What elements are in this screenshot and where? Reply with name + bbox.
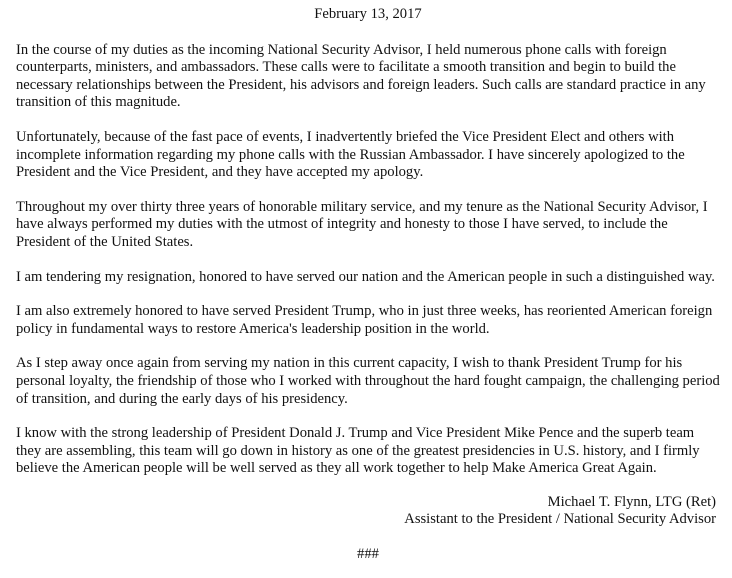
paragraph-closing-remarks: I know with the strong leadership of President Donald J. Trump and Vice President Mike Pence and the superb team they are assembling, this team will go down in history as one of the greatest presidencies in U.S. history, and I firmly believe the American people will be well served as they all work together to help Make America Great Again. — [16, 425, 700, 477]
paragraph-honored: I am also extremely honored to have served President Trump, who in just three weeks, has reoriented American foreign policy in fundamental ways to restore America's leadership position in the world. — [16, 303, 713, 337]
paragraph-thanks: As I step away once again from serving my nation in this current capacity, I wish to thank President Trump for his personal loyalty, the friendship of those who I worked with throughout the hard fought campaign, the challenging period of transition, and during the early days of his presidency. — [16, 355, 720, 407]
signature-name: Michael T. Flynn, LTG (Ret) — [547, 493, 716, 510]
paragraph-duties: In the course of my duties as the incoming National Security Advisor, I held numerous phone calls with foreign counterparts, ministers, and ambassadors. These calls were to facilitate a smooth transition and begin to build the necessary relationships between the President, his advisors and foreign leaders. Such calls are standard practice in any transition of this magnitude. — [16, 41, 706, 111]
paragraph-service: Throughout my over thirty three years of honorable military service, and my tenure as the National Security Advisor, I have always performed my duties with the utmost of integrity and honesty to those I have served, to include the President of the United States. — [16, 198, 708, 250]
letter-date: February 13, 2017 — [314, 6, 422, 22]
end-mark: ### — [357, 546, 379, 563]
signature-title: Assistant to the President / National Security Advisor — [404, 511, 716, 528]
signature-block — [16, 494, 720, 529]
paragraph-apology: Unfortunately, because of the fast pace of events, I inadvertently briefed the Vice President Elect and others with incomplete information regarding my phone calls with the Russian Ambassador. I have sincerely apologized to the President and the Vice President, and they have accepted my apology. — [16, 128, 685, 181]
resignation-letter — [16, 6, 720, 564]
paragraph-resignation: I am tendering my resignation, honored to have served our nation and the American people in such a distinguished way. — [16, 268, 715, 285]
